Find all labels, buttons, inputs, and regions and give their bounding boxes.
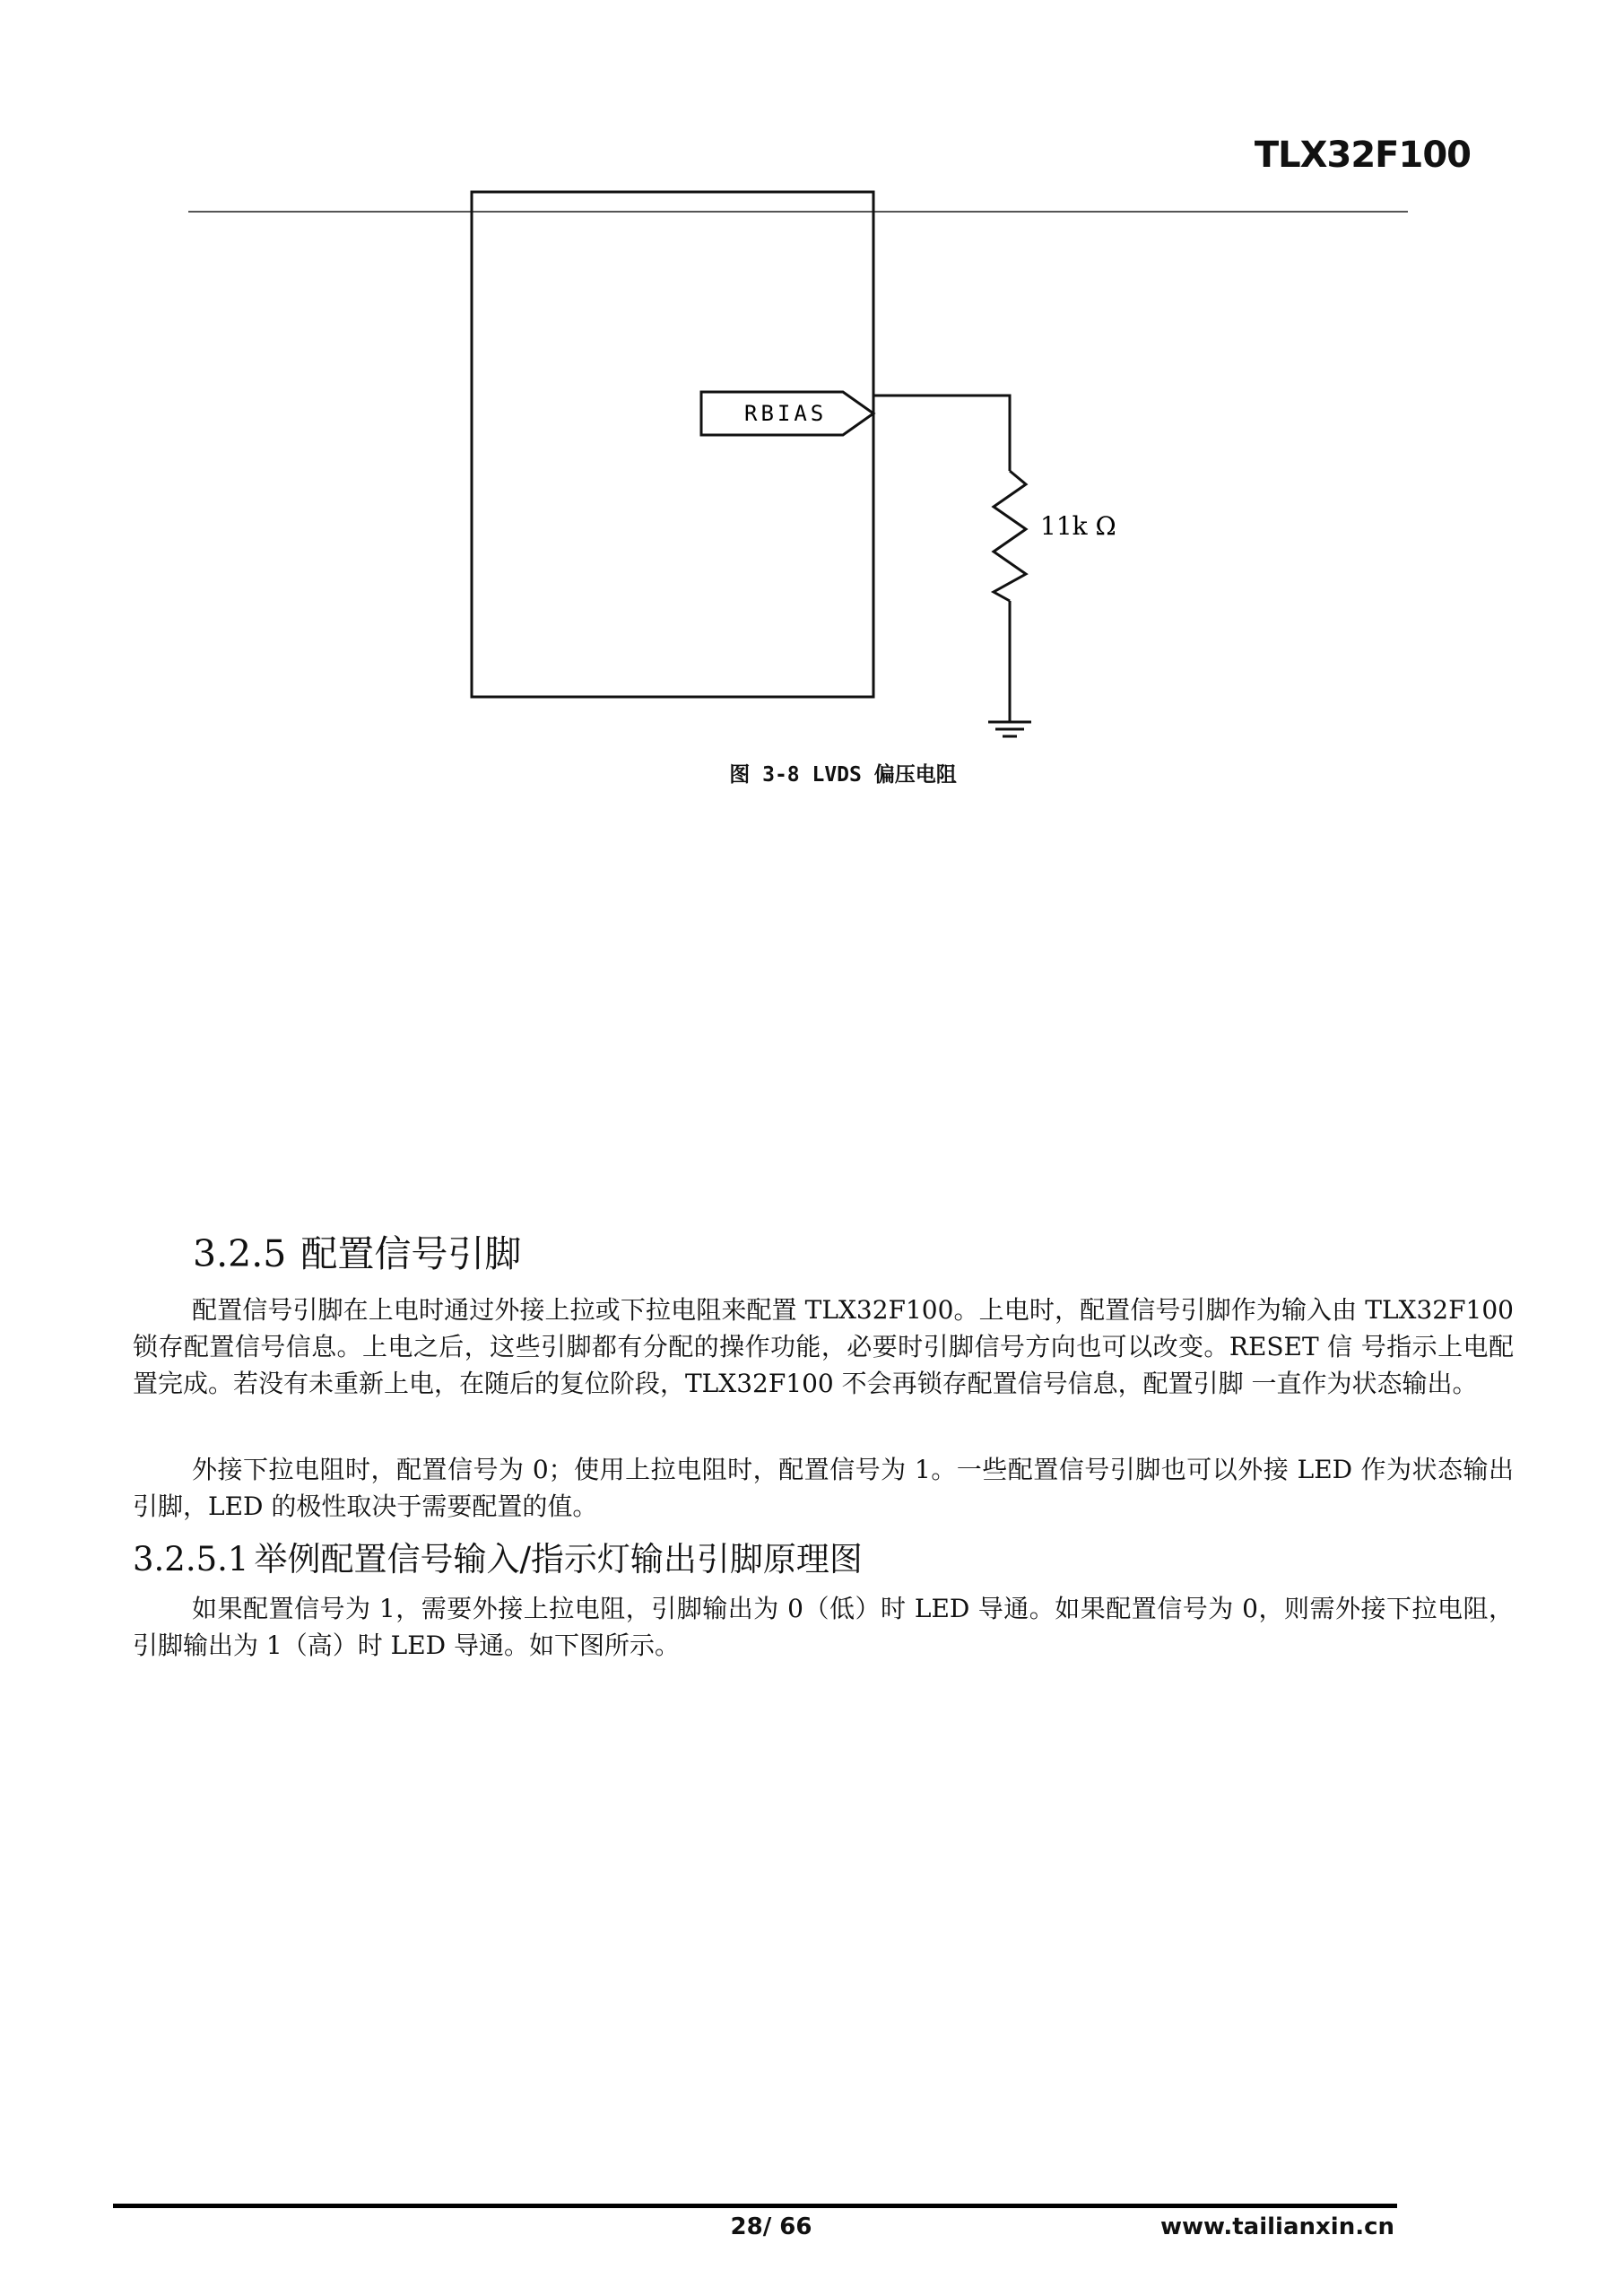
resistor-value-label: 11k Ω xyxy=(1040,511,1116,541)
section-paragraph: 配置信号引脚在上电时通过外接上拉或下拉电阻来配置 TLX32F100。上电时，配置信号引脚作为输入由 TLX32F100 锁存配置信号信息。上电之后，这些引脚都有分配的操作功能，必要时引脚信号方向也可以改变。RESET 信 号指示上电配置完成。若没有未重新上电，在随后的复位阶段，TLX32F100 不会再锁存配置信号信息，配置引脚 一直作为状态输出。 xyxy=(133,1295,1514,1398)
figure-caption: 图 3-8 LVDS 偏压电阻 xyxy=(729,763,957,787)
resistor-symbol xyxy=(994,471,1026,601)
section-paragraph: 外接下拉电阻时，配置信号为 0；使用上拉电阻时，配置信号为 1。一些配置信号引脚也可以外接 LED 作为状态输出引脚，LED 的极性取决于需要配置的值。 xyxy=(133,1455,1514,1521)
subsection-title: 举例配置信号输入/指示灯输出引脚原理图 xyxy=(254,1540,863,1578)
rbias-wire xyxy=(873,396,1010,471)
rbias-pin-label: RBIAS xyxy=(744,401,828,426)
footer-rule xyxy=(113,2204,1397,2208)
page-number: 28/ 66 xyxy=(730,2213,812,2240)
section-heading xyxy=(193,1224,521,1277)
document-header-title: TLX32F100 xyxy=(1254,135,1471,176)
lvds-bias-resistor-diagram xyxy=(0,0,1624,807)
subsection-number: 3.2.5.1 xyxy=(133,1540,249,1578)
footer-url: www.tailianxin.cn xyxy=(1159,2213,1394,2240)
section-title: 配置信号引脚 xyxy=(300,1232,522,1275)
section-number: 3.2.5 xyxy=(193,1232,287,1275)
subsection-paragraph: 如果配置信号为 1，需要外接上拉电阻，引脚输出为 0（低）时 LED 导通。如果配置信号为 0，则需外接下拉电阻，引脚输出为 1（高）时 LED 导通。如下图所示。 xyxy=(133,1594,1514,1660)
subsection-heading xyxy=(133,1532,863,1580)
chip-box xyxy=(472,192,873,697)
